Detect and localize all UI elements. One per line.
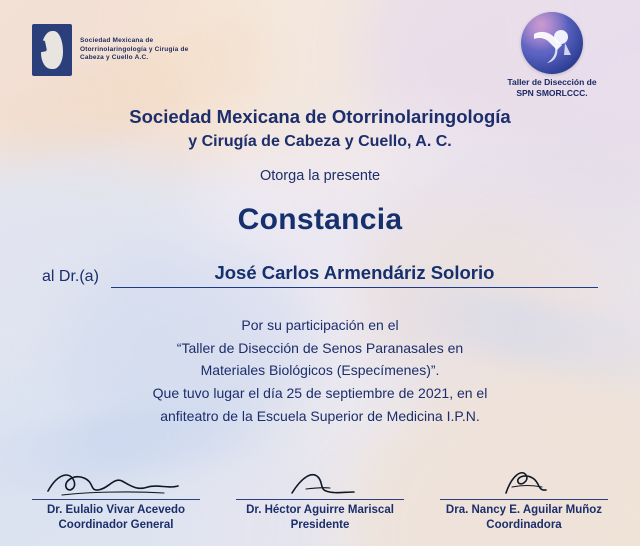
workshop-logo-label [490, 77, 614, 98]
recipient-row [42, 262, 598, 288]
handwritten-signature-icon [426, 465, 622, 499]
society-logo [32, 24, 196, 76]
grant-statement: Otorga la presente [259, 168, 381, 184]
recipient-name: José Carlos Armendáriz Solorio [214, 262, 495, 283]
signature-coordinadora [426, 465, 622, 534]
workshop-logo-line1: Taller de Disección de [507, 77, 597, 87]
body-line-5: anfiteatro de la Escuela Superior de Medicina I.P.N. [160, 407, 480, 424]
organization-name-line1: Sociedad Mexicana de Otorrinolaringología [129, 106, 511, 127]
signature-coordinador-general [18, 465, 214, 534]
society-logo-label: Sociedad Mexicana de Otorrinolaringología y Cirugía de Cabeza y Cuello A.C. [80, 36, 189, 62]
recipient-label: al Dr.(a) [42, 268, 99, 285]
workshop-logo-line2: SPN SMORLCCC. [516, 87, 588, 98]
handwritten-signature-icon [18, 465, 214, 499]
signature-block [0, 465, 640, 534]
signature-presidente [222, 465, 418, 534]
body-line-2: “Taller de Disección de Senos Paranasales en [176, 339, 464, 356]
signatory-name: Dra. Nancy E. Aguilar Muñoz [445, 503, 603, 516]
society-logo-icon [32, 24, 72, 76]
workshop-logo [490, 12, 614, 98]
recipient-name-field [111, 262, 598, 288]
body-line-1: Por su participación en el [241, 317, 399, 333]
document-title: Constancia [237, 203, 403, 236]
handwritten-signature-icon [222, 465, 418, 499]
body-line-3: Materiales Biológicos (Especímenes)”. [200, 362, 440, 379]
body-line-4: Que tuvo lugar el día 25 de septiembre de 2021, en el [152, 385, 488, 402]
signatory-role: Presidente [290, 519, 350, 532]
signatory-name: Dr. Héctor Aguirre Mariscal [246, 503, 394, 516]
workshop-logo-icon [521, 12, 583, 74]
signatory-role: Coordinador General [58, 519, 174, 532]
signatory-name: Dr. Eulalio Vivar Acevedo [46, 503, 186, 516]
organization-name-line2: y Cirugía de Cabeza y Cuello, A. C. [188, 133, 452, 150]
signatory-role: Coordinadora [486, 519, 562, 532]
certificate-body [52, 314, 588, 427]
